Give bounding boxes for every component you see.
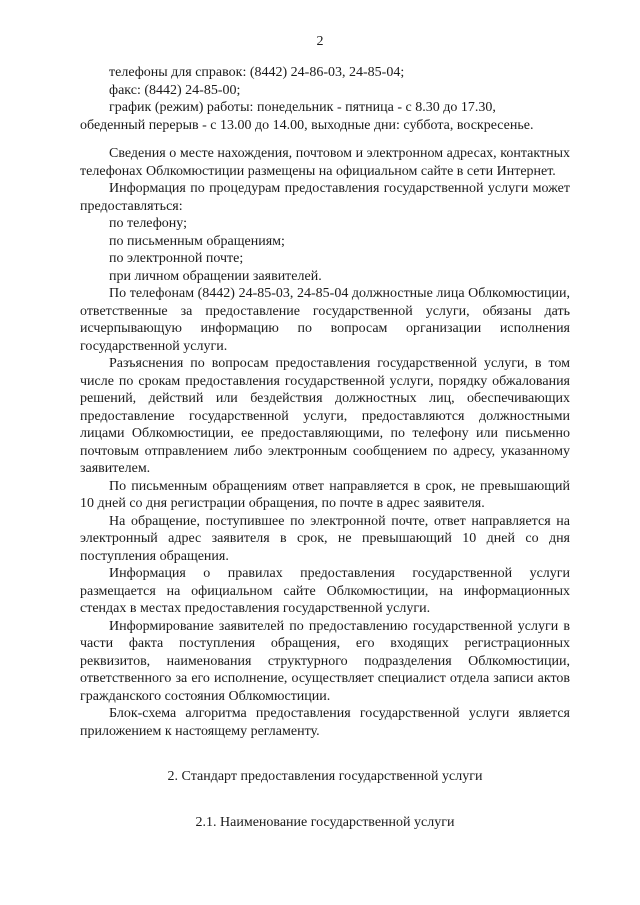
work-schedule-line2: обеденный перерыв - с 13.00 до 14.00, выходные дни: суббота, воскресенье. [80,117,534,133]
list-item-email: по электронной почте; [109,251,244,266]
paragraph-location-info: Сведения о месте нахождения, почтовом и электронном адресах, контактных телефонах Облкомюстиции размещены на официальном сайте в сети Интернет. [80,146,570,179]
paragraph-clarifications: Разъяснения по вопросам предоставления государственной услуги, в том числе по срокам предоставления государственной услуги, порядку обжалования решений, действий или бездействия должностных лиц, обеспечивающих предоставление государственной услуги, предоставляются должностными лицами Облкомюстиции, ее предоставляющими, по телефону или письменно почтовым отправлением либо электронным сообщением по адресу, указанному заявителем. [80,356,570,476]
work-schedule-line1: график (режим) работы: понедельник - пятница - с 8.30 до 17.30, [109,100,496,115]
page-number: 2 [316,34,324,49]
contact-phones: телефоны для справок: (8442) 24-86-03, 24-85-04; [109,65,405,80]
paragraph-rules-info: Информация о правилах предоставления государственной услуги размещается на официальном сайте Облкомюстиции, на информационных стендах в местах предоставления государственной услуги. [80,566,570,616]
document-body [80,64,570,831]
list-item-personal: при личном обращении заявителей. [109,268,322,284]
paragraph-written-response: По письменным обращениям ответ направляется в срок, не превышающий 10 дней со дня регистрации обращения, по почте в адрес заявителя. [80,478,570,511]
paragraph-email-response: На обращение, поступившее по электронной почте, ответ направляется на электронный адрес заявителя в срок, не превышающий 10 дней со дня поступления обращения. [80,513,570,564]
section-heading-standard: 2. Стандарт предоставления государственной услуги [167,769,483,784]
paragraph-flowchart: Блок-схема алгоритма предоставления государственной услуги является приложением к настоящему регламенту. [80,706,570,739]
subsection-heading-name: 2.1. Наименование государственной услуги [195,814,455,830]
paragraph-informing: Информирование заявителей по предоставлению государственной услуги в части факта поступления обращения, его входящих регистрационных реквизитов, наименования структурного подразделения Облкомюстиции, ответственного за его исполнение, осуществляет специалист отдела записи актов гражданского состояния Облкомюстиции. [80,618,570,704]
paragraph-info-methods: Информация по процедурам предоставления государственной услуги может предоставляться: [80,181,570,214]
list-item-written: по письменным обращениям; [109,233,285,249]
paragraph-phone-officials: По телефонам (8442) 24-85-03, 24-85-04 должностные лица Облкомюстиции, ответственные за предоставление государственной услуги, обязаны дать исчерпывающую информацию по вопросам организации исполнения государственной услуги. [80,286,570,354]
contact-fax: факс: (8442) 24-85-00; [109,82,241,98]
list-item-phone: по телефону; [109,216,187,231]
